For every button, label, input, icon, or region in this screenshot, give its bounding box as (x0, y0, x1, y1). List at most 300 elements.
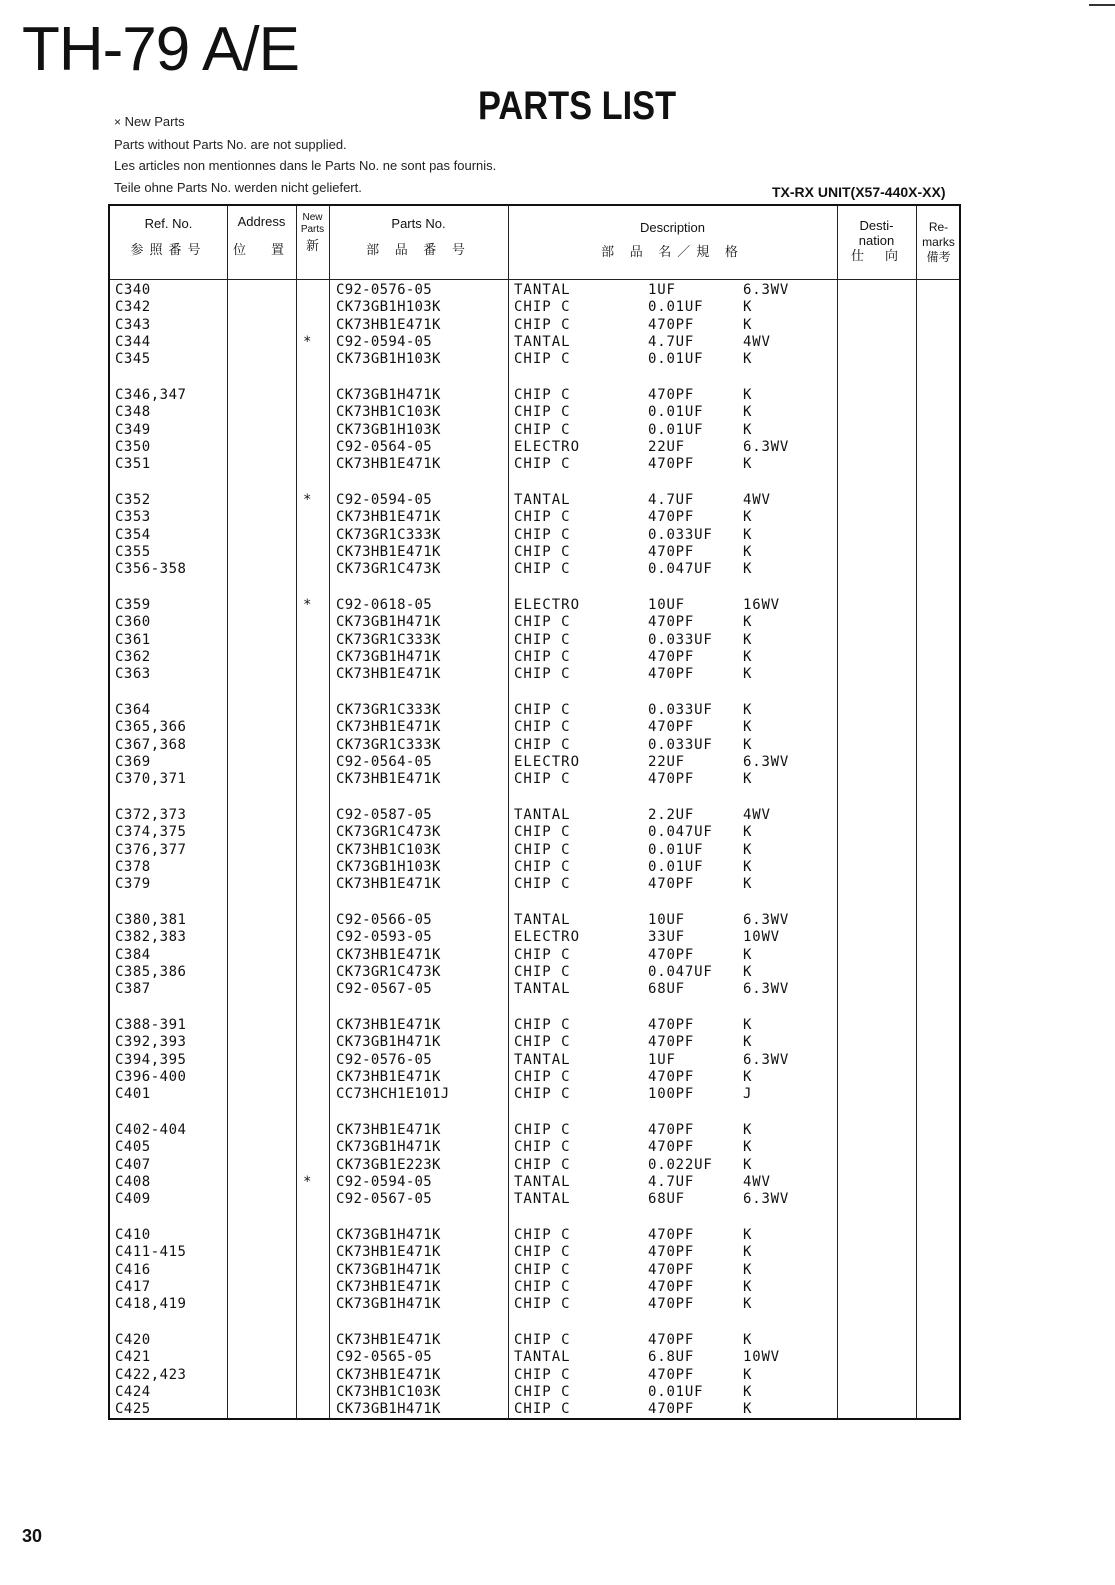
part-value: 22UF (648, 438, 685, 455)
part-value: 0.047UF (648, 824, 713, 841)
table-row (113, 544, 959, 561)
part-rating: 16WV (743, 597, 780, 613)
ref-number: C343 (115, 316, 151, 333)
part-name: CHIP C (514, 1017, 571, 1033)
part-rating: 6.3WV (743, 282, 790, 298)
corner-mark (1089, 4, 1115, 6)
part-number: CK73GR1C473K (336, 963, 441, 980)
table-row (113, 1227, 959, 1244)
header-new-parts-label-2: Parts (300, 224, 325, 235)
part-rating: K (743, 1244, 753, 1261)
ref-number: C369 (115, 753, 151, 770)
note-new-parts (114, 111, 496, 134)
part-number: CK73HB1E471K (336, 456, 441, 473)
table-row (113, 1349, 959, 1366)
ref-number: C372,373 (115, 807, 187, 823)
parts-table (108, 204, 961, 1420)
table-row (113, 1384, 959, 1401)
note-english: Parts without Parts No. are not supplied. (114, 136, 347, 152)
row-group (113, 387, 959, 492)
part-name: CHIP C (514, 351, 571, 368)
part-value: 2.2UF (648, 807, 695, 823)
part-rating: K (743, 614, 753, 631)
part-rating: K (743, 1227, 753, 1243)
part-rating: K (743, 1261, 753, 1278)
part-value: 0.01UF (648, 351, 704, 368)
part-number: CK73GB1H471K (336, 648, 441, 665)
part-value: 0.01UF (648, 841, 704, 858)
row-group (113, 1017, 959, 1122)
part-value: 470PF (648, 456, 695, 473)
header-ref-no (110, 216, 227, 258)
table-row (113, 1052, 959, 1069)
part-name: CHIP C (514, 824, 571, 841)
part-number: CK73GB1H471K (336, 1034, 441, 1051)
part-value: 68UF (648, 1191, 685, 1208)
part-number: CK73GR1C473K (336, 824, 441, 841)
part-number: CK73HB1E471K (336, 1332, 441, 1348)
table-row (113, 1174, 959, 1191)
part-value: 470PF (648, 509, 695, 526)
row-group (113, 702, 959, 807)
part-rating: K (743, 509, 753, 526)
ref-number: C402-404 (115, 1122, 187, 1138)
ref-number: C355 (115, 543, 151, 560)
part-name: TANTAL (514, 1051, 571, 1068)
part-value: 0.01UF (648, 858, 704, 875)
part-name: CHIP C (514, 1296, 571, 1313)
new-part-mark: * (303, 597, 312, 613)
header-address-label: Address (237, 214, 286, 229)
part-value: 1UF (648, 1051, 676, 1068)
row-group (113, 807, 959, 912)
part-name: CHIP C (514, 1244, 571, 1261)
part-value: 470PF (648, 1017, 695, 1033)
part-number: CK73GB1H471K (336, 1296, 441, 1313)
header-destination-label-1: Desti- (859, 218, 894, 233)
table-row (113, 509, 959, 526)
part-name: TANTAL (514, 282, 571, 298)
table-row (113, 771, 959, 788)
part-value: 33UF (648, 929, 685, 946)
part-value: 100PF (648, 1086, 695, 1103)
part-rating: K (743, 1017, 753, 1033)
part-rating: K (743, 1278, 753, 1295)
part-rating: 6.3WV (743, 438, 790, 455)
part-rating: K (743, 702, 753, 718)
part-rating: K (743, 963, 753, 980)
part-number: CK73HB1C103K (336, 1383, 441, 1400)
ref-number: C353 (115, 509, 151, 526)
table-row (113, 1401, 959, 1418)
part-number: C92-0594-05 (336, 333, 433, 350)
new-parts-label: New Parts (124, 114, 185, 129)
part-name: TANTAL (514, 912, 571, 928)
table-row (113, 876, 959, 893)
ref-number: C362 (115, 648, 151, 665)
table-row (113, 1262, 959, 1279)
part-rating: 6.3WV (743, 981, 790, 998)
part-number: CK73GB1H471K (336, 1261, 441, 1278)
table-row (113, 387, 959, 404)
table-row (113, 737, 959, 754)
part-rating: 4WV (743, 1173, 771, 1190)
header-new-parts-label-1: New (302, 212, 323, 223)
part-value: 0.047UF (648, 561, 713, 578)
table-row (113, 561, 959, 578)
ref-number: C351 (115, 456, 151, 473)
note-french: Les articles non mentionnes dans le Parts No. ne sont pas fournis. (114, 158, 497, 173)
part-value: 1UF (648, 282, 676, 298)
part-name: CHIP C (514, 1034, 571, 1051)
table-row (113, 842, 959, 859)
ref-number: C382,383 (115, 929, 187, 946)
table-row (113, 964, 959, 981)
ref-number: C408 (115, 1173, 151, 1190)
ref-number: C365,366 (115, 719, 187, 736)
part-value: 470PF (648, 316, 695, 333)
ref-number: C394,395 (115, 1051, 187, 1068)
ref-number: C378 (115, 858, 151, 875)
part-number: CK73HB1C103K (336, 841, 441, 858)
table-row (113, 807, 959, 824)
part-rating: 4WV (743, 807, 771, 823)
part-rating: 6.3WV (743, 1051, 790, 1068)
ref-number: C388-391 (115, 1017, 187, 1033)
part-rating: K (743, 1139, 753, 1156)
table-row (113, 1017, 959, 1034)
header-destination-jp: 仕 向 (850, 248, 902, 263)
table-row (113, 632, 959, 649)
part-name: CHIP C (514, 614, 571, 631)
part-name: CHIP C (514, 1261, 571, 1278)
part-number: CK73GB1H471K (336, 614, 441, 631)
part-value: 68UF (648, 981, 685, 998)
part-rating: K (743, 736, 753, 753)
ref-number: C421 (115, 1349, 151, 1366)
table-row (113, 859, 959, 876)
part-value: 470PF (648, 648, 695, 665)
part-rating: K (743, 1034, 753, 1051)
part-number: CK73HB1E471K (336, 1017, 441, 1033)
table-row (113, 614, 959, 631)
part-number: CK73GB1E223K (336, 1156, 441, 1173)
part-number: CK73HB1E471K (336, 1244, 441, 1261)
part-name: CHIP C (514, 858, 571, 875)
ref-number: C354 (115, 526, 151, 543)
part-name: ELECTRO (514, 597, 581, 613)
part-name: CHIP C (514, 702, 571, 718)
part-name: CHIP C (514, 526, 571, 543)
table-row (113, 1034, 959, 1051)
part-number: C92-0576-05 (336, 282, 433, 298)
part-name: CHIP C (514, 299, 571, 316)
ref-number: C348 (115, 404, 151, 421)
part-name: CHIP C (514, 963, 571, 980)
ref-number: C359 (115, 597, 151, 613)
part-number: CK73GB1H471K (336, 387, 441, 403)
part-rating: K (743, 631, 753, 648)
part-name: ELECTRO (514, 929, 581, 946)
part-value: 22UF (648, 753, 685, 770)
model-title: TH-79 A/E (22, 15, 299, 84)
part-name: CHIP C (514, 1401, 571, 1418)
part-value: 470PF (648, 876, 695, 893)
ref-number: C384 (115, 946, 151, 963)
ref-number: C420 (115, 1332, 151, 1348)
ref-number: C392,393 (115, 1034, 187, 1051)
ref-number: C418,419 (115, 1296, 187, 1313)
part-number: CK73GB1H103K (336, 299, 441, 316)
notes-block (114, 111, 496, 198)
ref-number: C385,386 (115, 963, 187, 980)
part-number: C92-0564-05 (336, 753, 433, 770)
row-group (113, 1227, 959, 1332)
part-value: 0.01UF (648, 421, 704, 438)
part-name: CHIP C (514, 771, 571, 788)
part-value: 470PF (648, 1034, 695, 1051)
header-parts-no (329, 216, 508, 258)
part-name: TANTAL (514, 1349, 571, 1366)
table-row (113, 929, 959, 946)
ref-number: C346,347 (115, 387, 187, 403)
part-number: CK73HB1E471K (336, 1366, 441, 1383)
ref-number: C374,375 (115, 824, 187, 841)
part-value: 470PF (648, 1296, 695, 1313)
part-name: CHIP C (514, 648, 571, 665)
part-rating: 4WV (743, 492, 771, 508)
part-rating: 10WV (743, 1349, 780, 1366)
table-row (113, 456, 959, 473)
part-value: 0.033UF (648, 631, 713, 648)
header-remarks-label-1: Re- (928, 220, 949, 234)
part-value: 470PF (648, 1068, 695, 1085)
part-number: CK73GR1C333K (336, 631, 441, 648)
part-name: CHIP C (514, 561, 571, 578)
table-row (113, 317, 959, 334)
part-rating: K (743, 1122, 753, 1138)
part-value: 470PF (648, 946, 695, 963)
header-destination-label-2: nation (858, 233, 895, 248)
part-rating: 6.3WV (743, 1191, 790, 1208)
part-value: 0.033UF (648, 526, 713, 543)
part-value: 470PF (648, 719, 695, 736)
part-rating: K (743, 351, 753, 368)
part-name: CHIP C (514, 404, 571, 421)
header-ref-no-label: Ref. No. (144, 216, 193, 231)
part-rating: K (743, 719, 753, 736)
header-address-jp: 位 置 (232, 242, 290, 257)
page-title: PARTS LIST (478, 84, 677, 128)
table-row (113, 912, 959, 929)
part-value: 0.01UF (648, 1383, 704, 1400)
part-number: CK73HB1E471K (336, 946, 441, 963)
ref-number: C410 (115, 1227, 151, 1243)
part-number: CK73HB1E471K (336, 509, 441, 526)
table-row (113, 1367, 959, 1384)
part-rating: K (743, 1068, 753, 1085)
part-value: 470PF (648, 1227, 695, 1243)
part-number: CK73HB1E471K (336, 1068, 441, 1085)
part-rating: 4WV (743, 333, 771, 350)
new-part-mark: * (303, 492, 312, 508)
ref-number: C380,381 (115, 912, 187, 928)
header-new-parts (296, 212, 329, 252)
part-rating: 10WV (743, 929, 780, 946)
part-name: TANTAL (514, 1191, 571, 1208)
header-destination (837, 218, 916, 263)
part-value: 470PF (648, 1366, 695, 1383)
part-number: C92-0618-05 (336, 597, 433, 613)
part-rating: K (743, 1156, 753, 1173)
part-number: CC73HCH1E101J (336, 1086, 450, 1103)
part-value: 6.8UF (648, 1349, 695, 1366)
part-name: CHIP C (514, 387, 571, 403)
part-rating: 6.3WV (743, 912, 790, 928)
row-group (113, 597, 959, 702)
part-rating: K (743, 404, 753, 421)
ref-number: C344 (115, 333, 151, 350)
part-name: CHIP C (514, 1383, 571, 1400)
part-number: C92-0564-05 (336, 438, 433, 455)
part-number: C92-0594-05 (336, 492, 433, 508)
table-row (113, 981, 959, 998)
ref-number: C360 (115, 614, 151, 631)
table-row (113, 824, 959, 841)
part-number: CK73GB1H103K (336, 421, 441, 438)
part-name: CHIP C (514, 456, 571, 473)
part-number: C92-0566-05 (336, 912, 433, 928)
part-number: C92-0567-05 (336, 981, 433, 998)
part-rating: K (743, 316, 753, 333)
part-number: CK73GB1H103K (336, 351, 441, 368)
part-rating: K (743, 561, 753, 578)
table-row (113, 649, 959, 666)
header-remarks (916, 220, 961, 265)
ref-number: C409 (115, 1191, 151, 1208)
row-group (113, 912, 959, 1017)
ref-number: C345 (115, 351, 151, 368)
table-row (113, 527, 959, 544)
part-number: CK73GB1H471K (336, 1139, 441, 1156)
part-rating: K (743, 771, 753, 788)
table-row (113, 1157, 959, 1174)
table-row (113, 1122, 959, 1139)
ref-number: C396-400 (115, 1068, 187, 1085)
part-name: CHIP C (514, 841, 571, 858)
part-name: CHIP C (514, 1122, 571, 1138)
ref-number: C405 (115, 1139, 151, 1156)
part-name: CHIP C (514, 946, 571, 963)
part-name: CHIP C (514, 736, 571, 753)
part-value: 470PF (648, 1122, 695, 1138)
table-row (113, 282, 959, 299)
table-row (113, 492, 959, 509)
part-name: CHIP C (514, 1139, 571, 1156)
part-name: CHIP C (514, 1086, 571, 1103)
part-value: 10UF (648, 597, 685, 613)
table-row (113, 719, 959, 736)
new-parts-mark: × (114, 115, 122, 129)
ref-number: C424 (115, 1383, 151, 1400)
parts-rows (113, 282, 959, 1437)
ref-number: C417 (115, 1278, 151, 1295)
ref-number: C356-358 (115, 561, 187, 578)
part-rating: K (743, 946, 753, 963)
table-row (113, 1332, 959, 1349)
part-number: CK73HB1C103K (336, 404, 441, 421)
table-row (113, 702, 959, 719)
ref-number: C422,423 (115, 1366, 187, 1383)
header-divider (110, 279, 959, 280)
ref-number: C425 (115, 1401, 151, 1418)
part-number: CK73HB1E471K (336, 876, 441, 893)
part-rating: K (743, 543, 753, 560)
part-value: 4.7UF (648, 1173, 695, 1190)
part-value: 470PF (648, 1244, 695, 1261)
part-number: CK73GB1H471K (336, 1227, 441, 1243)
ref-number: C342 (115, 299, 151, 316)
ref-number: C361 (115, 631, 151, 648)
part-name: CHIP C (514, 421, 571, 438)
part-name: CHIP C (514, 1366, 571, 1383)
part-name: CHIP C (514, 1068, 571, 1085)
part-name: CHIP C (514, 1332, 571, 1348)
part-rating: K (743, 299, 753, 316)
part-name: TANTAL (514, 1173, 571, 1190)
part-value: 0.022UF (648, 1156, 713, 1173)
part-number: CK73GR1C333K (336, 702, 441, 718)
table-row (113, 404, 959, 421)
ref-number: C340 (115, 282, 151, 298)
part-value: 470PF (648, 771, 695, 788)
part-rating: K (743, 1383, 753, 1400)
part-number: CK73HB1E471K (336, 666, 441, 683)
part-name: CHIP C (514, 509, 571, 526)
part-value: 470PF (648, 614, 695, 631)
part-value: 0.033UF (648, 736, 713, 753)
header-parts-no-jp: 部 品 番 号 (366, 242, 471, 257)
header-description (508, 220, 837, 260)
table-row (113, 754, 959, 771)
ref-number: C370,371 (115, 771, 187, 788)
part-name: CHIP C (514, 631, 571, 648)
header-description-jp: 部 品 名／規 格 (601, 244, 744, 259)
part-name: TANTAL (514, 981, 571, 998)
header-remarks-label-2: marks (922, 235, 955, 249)
part-name: CHIP C (514, 876, 571, 893)
part-rating: K (743, 387, 753, 403)
part-name: TANTAL (514, 807, 571, 823)
row-group (113, 1122, 959, 1227)
part-value: 0.01UF (648, 404, 704, 421)
part-name: ELECTRO (514, 753, 581, 770)
table-row (113, 597, 959, 614)
table-row (113, 439, 959, 456)
part-value: 470PF (648, 1401, 695, 1418)
row-group (113, 1332, 959, 1437)
part-name: CHIP C (514, 316, 571, 333)
ref-number: C367,368 (115, 736, 187, 753)
ref-number: C350 (115, 438, 151, 455)
header-ref-no-jp: 参照番号 (130, 242, 207, 257)
new-part-mark: * (303, 333, 312, 350)
part-rating: K (743, 1332, 753, 1348)
table-row (113, 1086, 959, 1103)
header-remarks-jp: 備考 (926, 250, 951, 264)
part-value: 470PF (648, 1139, 695, 1156)
part-number: C92-0567-05 (336, 1191, 433, 1208)
